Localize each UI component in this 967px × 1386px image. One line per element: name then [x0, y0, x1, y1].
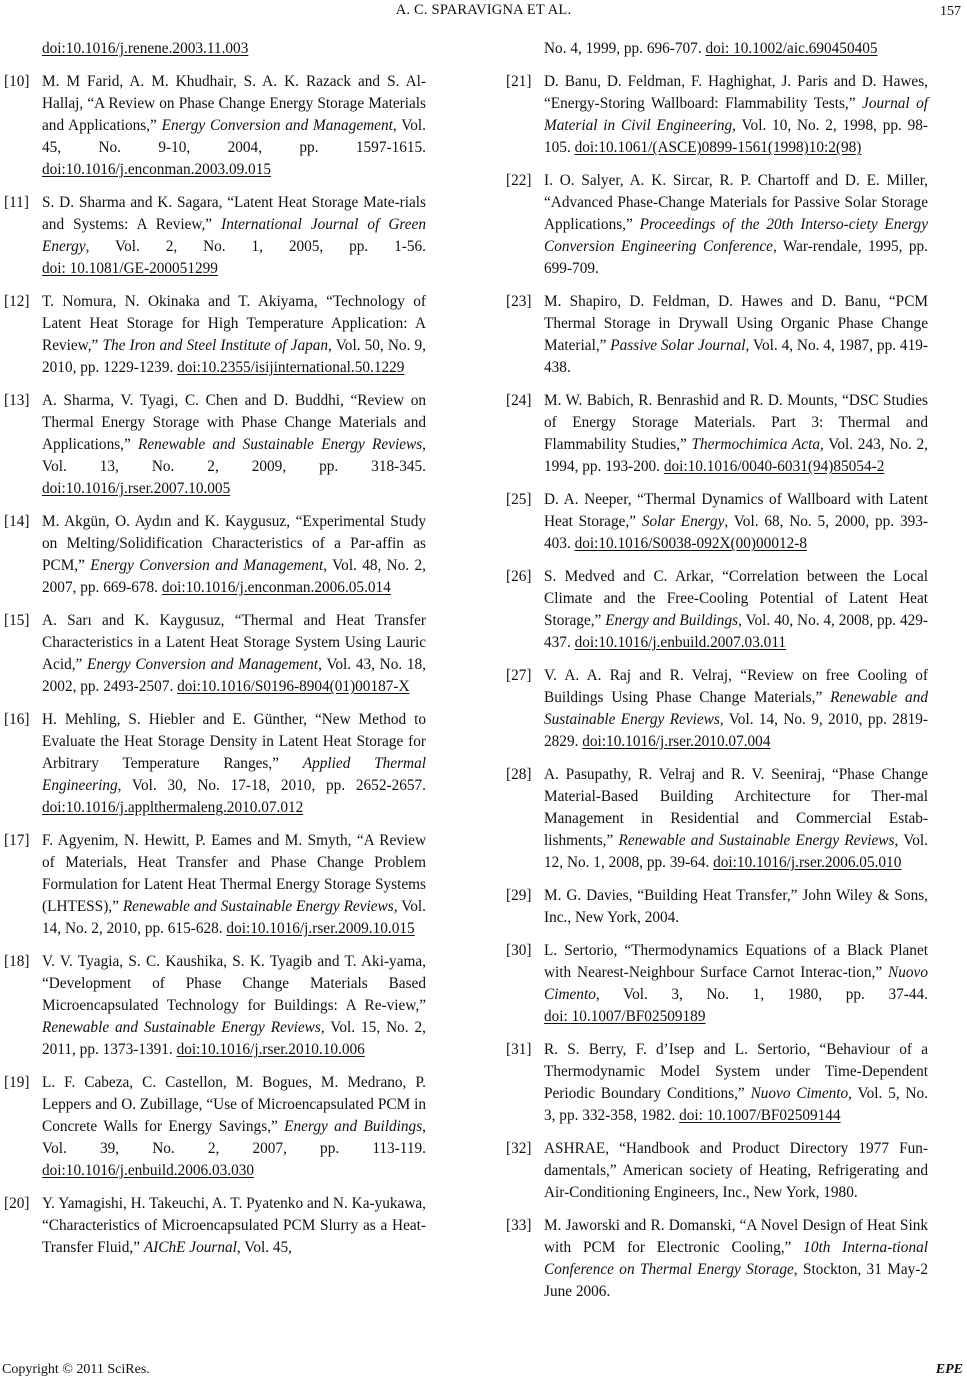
doi-link[interactable]: doi:10.1016/j.enconman.2003.09.015 — [42, 161, 272, 178]
page-footer — [0, 1362, 967, 1384]
doi-link[interactable]: doi:10.1016/j.enbuild.2006.03.030 — [42, 1162, 255, 1179]
reference-venue: The Iron and Steel Institute of Japan — [102, 337, 329, 354]
reference-text — [42, 951, 426, 1061]
reference-number: [16] — [4, 711, 30, 728]
reference-authors-title: M. G. Davies, “Building Heat Transfer,” John Wiley & Sons, Inc., New York, 2004. — [544, 887, 928, 926]
reference-item — [506, 885, 928, 929]
reference-text — [544, 665, 928, 753]
reference-details: , Vol. 10, No. 2, 1998, pp. 98-105. — [544, 117, 928, 156]
doi-link[interactable]: doi:10.1016/0040-6031(94)85054-2 — [663, 458, 885, 475]
doi-link[interactable]: doi:10.1016/j.enbuild.2007.03.011 — [574, 634, 787, 651]
reference-text — [544, 1039, 928, 1127]
reference-number: [15] — [4, 612, 30, 629]
reference-authors-title: M. Akgün, O. Aydın and K. Kaygusuz, “Experimental Study on Melting/Solidification Characteristics of a Par-affin as PCM,” — [42, 513, 426, 574]
reference-venue: Applied Thermal Engineering — [42, 755, 426, 794]
reference-text — [544, 1215, 928, 1303]
reference-number: [27] — [506, 667, 532, 684]
reference-item — [4, 291, 426, 379]
reference-text — [544, 291, 928, 379]
reference-details: , Vol. 243, No. 2, 1994, pp. 193-200. — [544, 436, 928, 475]
reference-authors-title: ASHRAE, “Handbook and Product Directory 1977 Fun-damentals,” American society of Heating, Refrigerating and Air-Conditioning Engineers, Inc., New York, 1980. — [544, 1140, 928, 1201]
reference-item — [4, 1072, 426, 1182]
reference-text — [544, 764, 928, 874]
reference-venue: Proceedings of the 20th Interso-ciety Energy Conversion Engineering Conference — [544, 216, 928, 255]
reference-details: , Vol. 40, No. 4, 2008, pp. 429-437. — [544, 612, 928, 651]
copyright-notice: Copyright © 2011 SciRes. — [2, 1362, 150, 1377]
reference-venue: Journal of Material in Civil Engineering — [544, 95, 928, 134]
reference-venue: Renewable and Sustainable Energy Reviews — [618, 832, 895, 849]
reference-details: , Stockton, 31 May-2 June 2006. — [544, 1261, 928, 1300]
doi-link[interactable]: doi: 10.1007/BF02509144 — [679, 1107, 841, 1124]
reference-text — [42, 1193, 426, 1259]
reference-number: [10] — [4, 73, 30, 90]
doi-link[interactable]: doi: 10.1007/BF02509189 — [544, 1008, 706, 1025]
reference-authors-title: A. Sarı and K. Kaygusuz, “Thermal and Heat Transfer Characteristics in a Latent Heat Storage System Using Lauric Acid,” — [42, 612, 426, 673]
reference-number: [30] — [506, 942, 532, 959]
reference-text — [544, 566, 928, 654]
doi-link[interactable]: doi:10.1016/j.rser.2010.10.006 — [176, 1041, 365, 1058]
doi-link[interactable]: doi:10.1016/j.rser.2006.05.010 — [713, 854, 902, 871]
reference-venue: AIChE Journal — [143, 1239, 237, 1256]
reference-text — [42, 830, 426, 940]
reference-text: No. 4, 1999, pp. 696-707. — [544, 40, 706, 57]
reference-text — [42, 610, 426, 698]
reference-item — [506, 390, 928, 478]
reference-item — [4, 390, 426, 500]
reference-details: , Vol. 13, No. 2, 2009, pp. 318-345. — [42, 436, 426, 475]
reference-authors-title: M. M Farid, A. M. Khudhair, S. A. K. Razack and S. Al-Hallaj, “A Review on Phase Change Energy Storage Materials and Applications,” — [42, 73, 426, 134]
reference-text — [42, 291, 426, 379]
reference-number: [21] — [506, 73, 532, 90]
reference-number: [12] — [4, 293, 30, 310]
reference-item — [506, 170, 928, 280]
reference-details: , Vol. 14, No. 9, 2010, pp. 2819-2829. — [544, 711, 928, 750]
reference-text — [544, 390, 928, 478]
doi-link[interactable]: doi:10.1061/(ASCE)0899-1561(1998)10:2(98) — [574, 139, 862, 156]
reference-number: [24] — [506, 392, 532, 409]
reference-number: [13] — [4, 392, 30, 409]
reference-authors-title: S. D. Sharma and K. Sagara, “Latent Heat Storage Mate-rials and Systems: A Review,” — [42, 194, 426, 233]
reference-number: [14] — [4, 513, 30, 530]
doi-link[interactable]: doi: 10.1002/aic.690450405 — [705, 40, 878, 57]
reference-continuation — [4, 38, 426, 60]
reference-authors-title: M. Jaworski and R. Domanski, “A Novel Design of Heat Sink with PCM for Electronic Cooling,” — [544, 1217, 928, 1256]
reference-authors-title: S. Medved and C. Arkar, “Correlation between the Local Climate and the Free-Cooling Potential of Latent Heat Storage,” — [544, 568, 928, 629]
reference-venue: International Journal of Green Energy — [42, 216, 426, 255]
reference-details: , Vol. 14, No. 2, 2010, pp. 615-628. — [42, 898, 426, 937]
left-column — [4, 38, 426, 1270]
reference-details: , Vol. 48, No. 2, 2007, pp. 669-678. — [42, 557, 427, 596]
reference-text — [42, 71, 426, 181]
reference-authors-title: V. V. Tyagia, S. C. Kaushika, S. K. Tyagib and T. Aki-yama, “Development of Phase Change Materials Based Microencapsulated Technology for Buildings: A Re-view,” — [42, 953, 426, 1014]
reference-item — [4, 709, 426, 819]
reference-venue: Energy and Buildings — [284, 1118, 423, 1135]
reference-authors-title: V. A. A. Raj and R. Velraj, “Review on free Cooling of Buildings Using Phase Change Materials,” — [544, 667, 928, 706]
reference-authors-title: R. S. Berry, F. d’Isep and L. Sertorio, “Behaviour of a Thermodynamic Model System under Time-Dependent Periodic Boundary Conditions,” — [544, 1041, 928, 1102]
reference-authors-title: L. Sertorio, “Thermodynamics Equations of a Black Planet with Nearest-Neighbour Surface Carnot Interac-tion,” — [544, 942, 928, 981]
reference-number: [33] — [506, 1217, 532, 1234]
reference-number: [31] — [506, 1041, 532, 1058]
reference-continuation — [506, 38, 928, 60]
reference-text — [42, 511, 426, 599]
reference-list-right — [506, 71, 928, 1303]
doi-link[interactable]: doi:10.1016/S0038-092X(00)00012-8 — [574, 535, 808, 552]
running-head: A. C. SPARAVIGNA ET AL. — [395, 2, 572, 18]
reference-venue: Thermochimica Acta — [691, 436, 821, 453]
reference-number: [29] — [506, 887, 532, 904]
reference-text — [42, 1072, 426, 1182]
reference-details: , Vol. 2, No. 1, 2005, pp. 1-56. — [85, 238, 426, 255]
reference-details: , Vol. 12, No. 1, 2008, pp. 39-64. — [544, 832, 929, 871]
reference-item — [4, 830, 426, 940]
reference-venue: 10th Interna-tional Conference on Thermal Energy Storage — [544, 1239, 928, 1278]
reference-text — [544, 885, 928, 929]
doi-link[interactable]: doi:10.1016/j.rser.2010.07.004 — [582, 733, 771, 750]
reference-list-left — [4, 71, 426, 1259]
reference-item — [506, 489, 928, 555]
reference-venue: Energy and Buildings — [605, 612, 739, 629]
reference-authors-title: D. A. Neeper, “Thermal Dynamics of Wallboard with Latent Heat Storage,” — [544, 491, 928, 530]
reference-venue: Renewable and Sustainable Energy Reviews — [544, 689, 928, 728]
reference-item — [4, 71, 426, 181]
reference-authors-title: F. Agyenim, N. Hewitt, P. Eames and M. Smyth, “A Review of Materials, Heat Transfer and Phase Change Problem Formulation for Latent Heat Thermal Energy Storage Systems (LHTESS),” — [42, 832, 426, 915]
reference-item — [506, 1138, 928, 1204]
page-number: 157 — [940, 4, 961, 19]
reference-authors-title: I. O. Salyer, A. K. Sircar, R. P. Chartoff and D. E. Miller, “Advanced Phase-Change Materials for Passive Solar Storage Applications,” — [544, 172, 928, 233]
reference-details: , Vol. 4, No. 4, 1987, pp. 419-438. — [544, 337, 928, 376]
doi-link[interactable]: doi:10.2355/isijinternational.50.1229 — [177, 359, 405, 376]
reference-authors-title: M. Shapiro, D. Feldman, D. Hawes and D. Banu, “PCM Thermal Storage in Drywall Using Organic Phase Change Material,” — [544, 293, 928, 354]
reference-authors-title: H. Mehling, S. Hiebler and E. Günther, “New Method to Evaluate the Heat Storage Density in Latent Heat Storage for Arbitrary Temperature Ranges,” — [42, 711, 426, 772]
reference-details: , Vol. 15, No. 2, 2011, pp. 1373-1391. — [42, 1019, 426, 1058]
doi-link[interactable]: doi:10.1016/j.rser.2009.10.015 — [226, 920, 415, 937]
reference-venue: Solar Energy — [641, 513, 725, 530]
doi-link[interactable]: doi: 10.1081/GE-200051299 — [42, 260, 218, 277]
reference-venue: Passive Solar Journal — [610, 337, 746, 354]
reference-text — [42, 192, 426, 280]
reference-item — [506, 291, 928, 379]
reference-number: [25] — [506, 491, 532, 508]
reference-item — [4, 610, 426, 698]
reference-item — [506, 940, 928, 1028]
reference-authors-title: T. Nomura, N. Okinaka and T. Akiyama, “Technology of Latent Heat Storage for High Temperature Application: A Review,” — [42, 293, 426, 354]
reference-item — [506, 1039, 928, 1127]
reference-number: [18] — [4, 953, 30, 970]
reference-number: [20] — [4, 1195, 30, 1212]
reference-number: [26] — [506, 568, 532, 585]
reference-text — [42, 390, 426, 500]
reference-item — [506, 1215, 928, 1303]
reference-authors-title: A. Sharma, V. Tyagi, C. Chen and D. Buddhi, “Review on Thermal Energy Storage with Phase Change Materials and Applications,” — [42, 392, 426, 453]
reference-item — [4, 1193, 426, 1259]
reference-venue: Energy Conversion and Management — [161, 117, 393, 134]
reference-text — [544, 940, 928, 1028]
reference-details: , Vol. 45, No. 9-10, 2004, pp. 1597-1615. — [42, 117, 426, 156]
doi-link[interactable]: doi:10.1016/j.rser.2007.10.005 — [42, 480, 231, 497]
reference-authors-title: A. Pasupathy, R. Velraj and R. V. Seeniraj, “Phase Change Material-Based Building Architecture for Ther-mal Management in Residential and Commercial Estab-lishments,” — [544, 766, 928, 849]
doi-link[interactable]: doi:10.1016/j.enconman.2006.05.014 — [161, 579, 391, 596]
reference-authors-title: M. W. Babich, R. Benrashid and R. D. Mounts, “DSC Studies of Energy Storage Materials. Part 3: Thermal and Flammability Studies,” — [544, 392, 928, 453]
reference-text — [544, 170, 928, 280]
reference-details: , Vol. 5, No. 3, pp. 332-358, 1982. — [544, 1085, 928, 1124]
reference-item — [506, 71, 928, 159]
reference-authors-title: D. Banu, D. Feldman, F. Haghighat, J. Paris and D. Hawes, “Energy-Storing Wallboard: Flammability Tests,” — [544, 73, 928, 112]
reference-number: [22] — [506, 172, 532, 189]
reference-details: , Vol. 50, No. 9, 2010, pp. 1229-1239. — [42, 337, 427, 376]
reference-details: , Vol. 39, No. 2, 2007, pp. 113-119. — [42, 1118, 426, 1157]
reference-venue: Energy Conversion and Management — [90, 557, 324, 574]
reference-venue: Nuovo Cimento — [750, 1085, 849, 1102]
reference-item — [506, 566, 928, 654]
reference-venue: Renewable and Sustainable Energy Reviews — [122, 898, 394, 915]
reference-number: [32] — [506, 1140, 532, 1157]
page-header — [0, 0, 967, 30]
reference-venue: Renewable and Sustainable Energy Reviews — [42, 1019, 321, 1036]
reference-text — [544, 71, 928, 159]
reference-item — [4, 192, 426, 280]
reference-details: , Vol. 30, No. 17-18, 2010, pp. 2652-2657. — [117, 777, 426, 794]
reference-venue: Nuovo Cimento — [544, 964, 928, 1003]
doi-link[interactable]: doi:10.1016/S0196-8904(01)00187-X — [177, 678, 410, 695]
reference-details: , Vol. 68, No. 5, 2000, pp. 393-403. — [544, 513, 928, 552]
reference-details: , Vol. 3, No. 1, 1980, pp. 37-44. — [595, 986, 928, 1003]
doi-link[interactable]: doi:10.1016/j.renene.2003.11.003 — [42, 40, 249, 57]
reference-item — [4, 951, 426, 1061]
reference-details: , Vol. 45, — [236, 1239, 293, 1256]
reference-number: [19] — [4, 1074, 30, 1091]
reference-number: [11] — [4, 194, 29, 211]
reference-text — [544, 1138, 928, 1204]
reference-venue: Energy Conversion and Management — [87, 656, 319, 673]
right-column — [506, 38, 928, 1314]
reference-text — [42, 709, 426, 819]
reference-item — [506, 764, 928, 874]
reference-text — [544, 489, 928, 555]
reference-item — [4, 511, 426, 599]
reference-number: [23] — [506, 293, 532, 310]
reference-details: , War-rendale, 1995, pp. 699-709. — [544, 238, 928, 277]
reference-details: , Vol. 43, No. 18, 2002, pp. 2493-2507. — [42, 656, 426, 695]
reference-venue: Renewable and Sustainable Energy Reviews — [138, 436, 423, 453]
reference-authors-title: Y. Yamagishi, H. Takeuchi, A. T. Pyatenko and N. Ka-yukawa, “Characteristics of Microencapsulated PCM Slurry as a Heat-Transfer Fluid,” — [42, 1195, 426, 1256]
doi-link[interactable]: doi:10.1016/j.applthermaleng.2010.07.012 — [42, 799, 304, 816]
reference-authors-title: L. F. Cabeza, C. Castellon, M. Bogues, M. Medrano, P. Leppers and O. Zubillage, “Use of Microencapsulated PCM in Concrete Walls for Energy Savings,” — [42, 1074, 426, 1135]
reference-number: [17] — [4, 832, 30, 849]
reference-item — [506, 665, 928, 753]
reference-number: [28] — [506, 766, 532, 783]
journal-abbreviation: EPE — [935, 1362, 963, 1377]
